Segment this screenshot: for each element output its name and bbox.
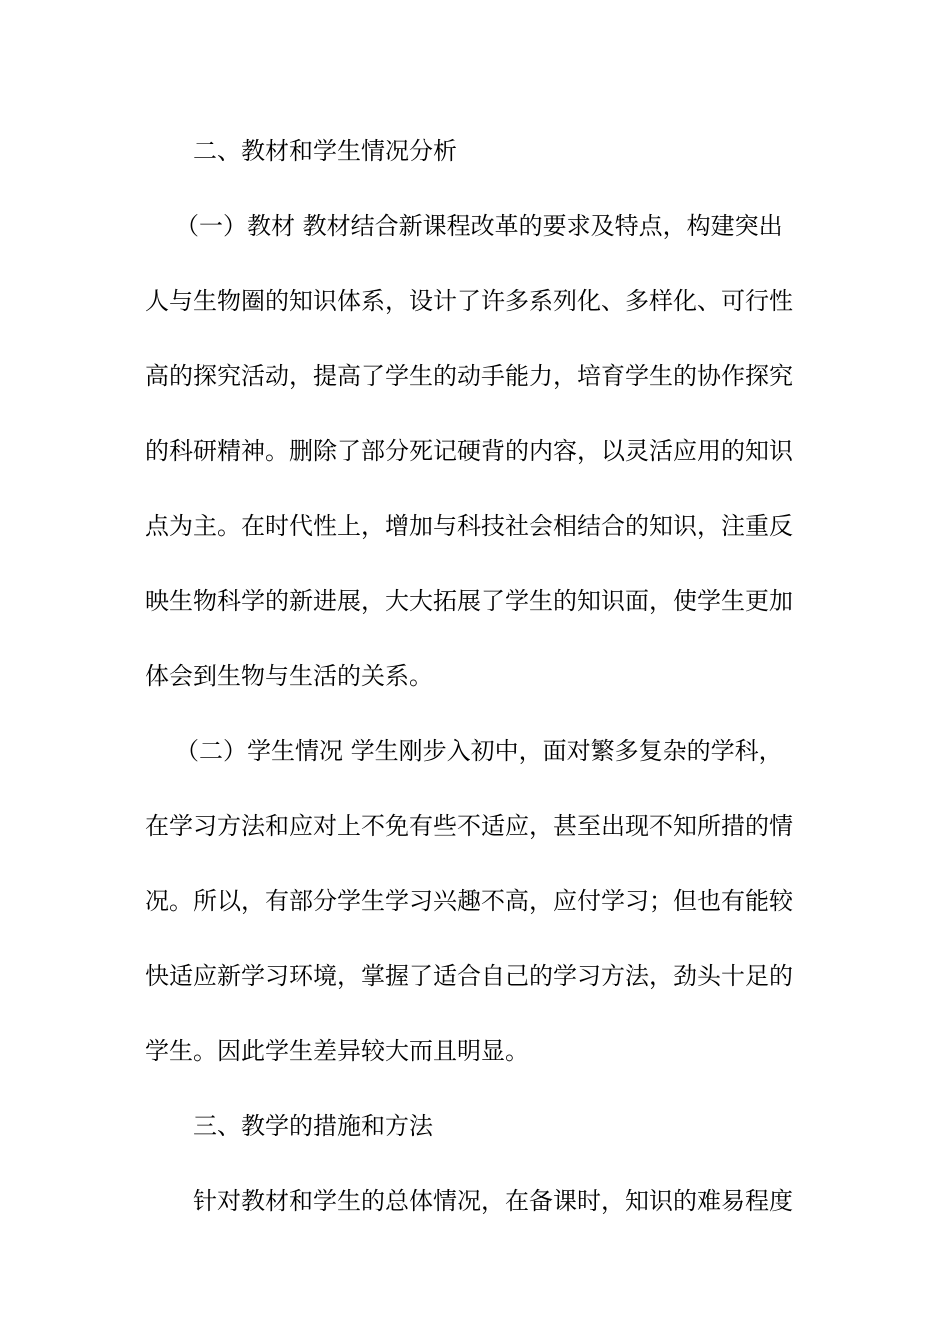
paragraph-students-line: （二）学生情况 学生刚步入初中，面对繁多复杂的学科，: [175, 737, 783, 765]
paragraph-textbook-line: 的科研精神。删除了部分死记硬背的内容，以灵活应用的知识: [145, 437, 793, 465]
paragraph-textbook-line: 体会到生物与生活的关系。: [145, 662, 433, 690]
paragraph-textbook-line: 映生物科学的新进展，大大拓展了学生的知识面，使学生更加: [145, 587, 793, 615]
paragraph-students-line: 在学习方法和应对上不免有些不适应，甚至出现不知所措的情: [145, 812, 793, 840]
section-heading-2: 二、教材和学生情况分析: [193, 137, 457, 165]
paragraph-students-line: 况。所以，有部分学生学习兴趣不高，应付学习；但也有能较: [145, 887, 793, 915]
paragraph-measures-line: 针对教材和学生的总体情况，在备课时，知识的难易程度: [193, 1187, 793, 1215]
paragraph-students-line: 快适应新学习环境，掌握了适合自己的学习方法，劲头十足的: [145, 962, 793, 990]
paragraph-textbook-line: 点为主。在时代性上，增加与科技社会相结合的知识，注重反: [145, 512, 793, 540]
section-heading-3: 三、教学的措施和方法: [193, 1112, 433, 1140]
paragraph-textbook-line: 人与生物圈的知识体系，设计了许多系列化、多样化、可行性: [145, 287, 793, 315]
paragraph-students-line: 学生。因此学生差异较大而且明显。: [145, 1037, 529, 1065]
paragraph-textbook-line: （一）教材 教材结合新课程改革的要求及特点，构建突出: [175, 212, 783, 240]
paragraph-textbook-line: 高的探究活动，提高了学生的动手能力，培育学生的协作探究: [145, 362, 793, 390]
